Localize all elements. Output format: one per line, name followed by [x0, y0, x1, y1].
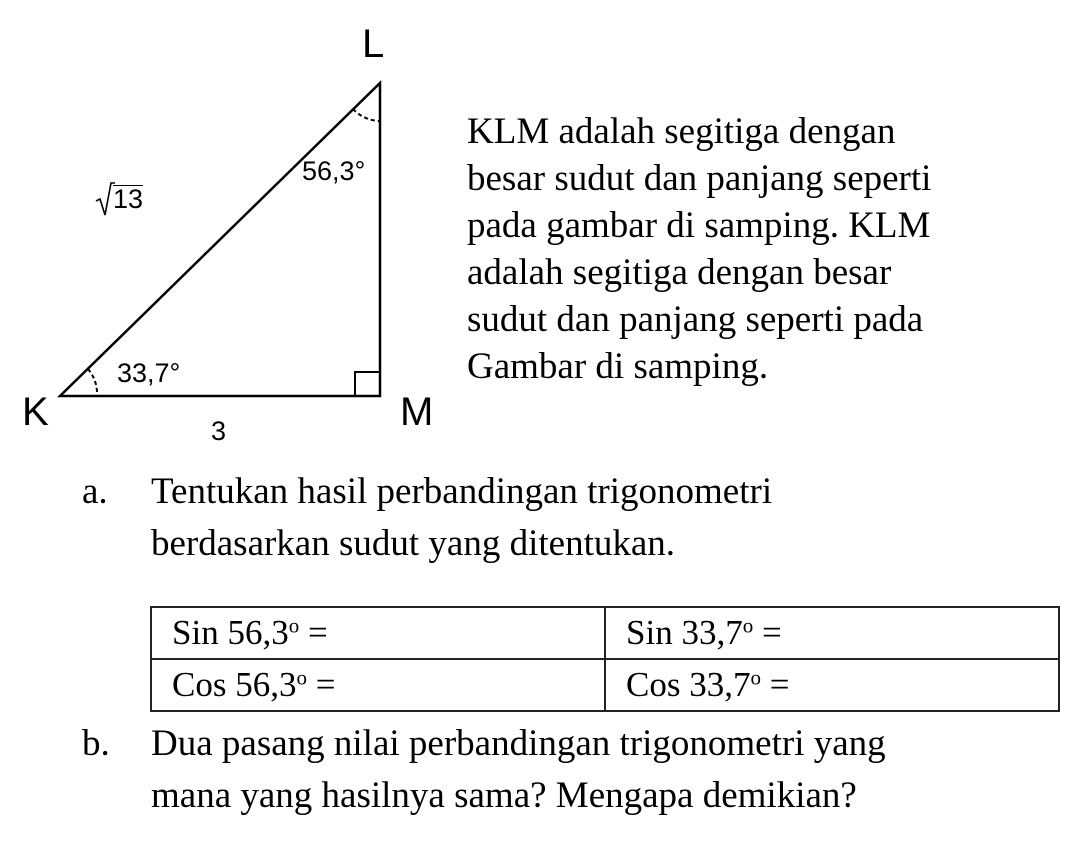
question-a-line: Tentukan hasil perbandingan trigonometri — [151, 471, 773, 512]
description-line: Gambar di samping. — [467, 346, 769, 387]
description-line: adalah segitiga dengan besar — [467, 252, 892, 293]
question-b-marker: b. — [82, 723, 110, 764]
question-b-line: Dua pasang nilai perbandingan trigonometri yang — [151, 723, 886, 764]
table-cell-cos-33-7: Cos $33,7^o$ = — [605, 659, 1059, 711]
angle-arc-k — [88, 369, 97, 396]
angle-label-k: 33,7° — [117, 358, 181, 388]
sqrt-icon — [95, 181, 115, 217]
triangle-klm — [60, 83, 380, 396]
table-row — [151, 607, 1059, 659]
table-cell-sin-56-3: Sin $56,3^o$ = — [151, 607, 605, 659]
description-line: pada gambar di samping. KLM — [467, 205, 931, 246]
side-label-km: 3 — [211, 416, 227, 446]
table-row — [151, 659, 1059, 711]
triangle-diagram — [0, 0, 450, 450]
right-angle-marker — [355, 372, 380, 396]
triangle-figure — [0, 0, 450, 450]
question-b-line: mana yang hasilnya sama? Mengapa demikian? — [151, 775, 857, 816]
description-line: KLM adalah segitiga dengan — [467, 111, 896, 152]
description-line: besar sudut dan panjang seperti — [467, 158, 932, 199]
table-cell-cos-56-3: Cos $56,3^o$ = — [151, 659, 605, 711]
vertex-label-l: L — [362, 22, 385, 66]
sqrt-radicand: 13 — [113, 184, 144, 214]
angle-label-l: 56,3° — [302, 156, 366, 186]
question-a-line: berdasarkan sudut yang ditentukan. — [151, 523, 676, 564]
table-cell-sin-33-7: Sin $33,7^o$ = — [605, 607, 1059, 659]
problem-description — [467, 108, 1067, 390]
trig-table — [150, 606, 1060, 712]
question-a-marker: a. — [82, 471, 108, 512]
angle-arc-l — [353, 109, 380, 121]
description-line: sudut dan panjang seperti pada — [467, 299, 924, 340]
vertex-label-m: M — [400, 390, 434, 434]
vertex-label-k: K — [22, 390, 49, 434]
